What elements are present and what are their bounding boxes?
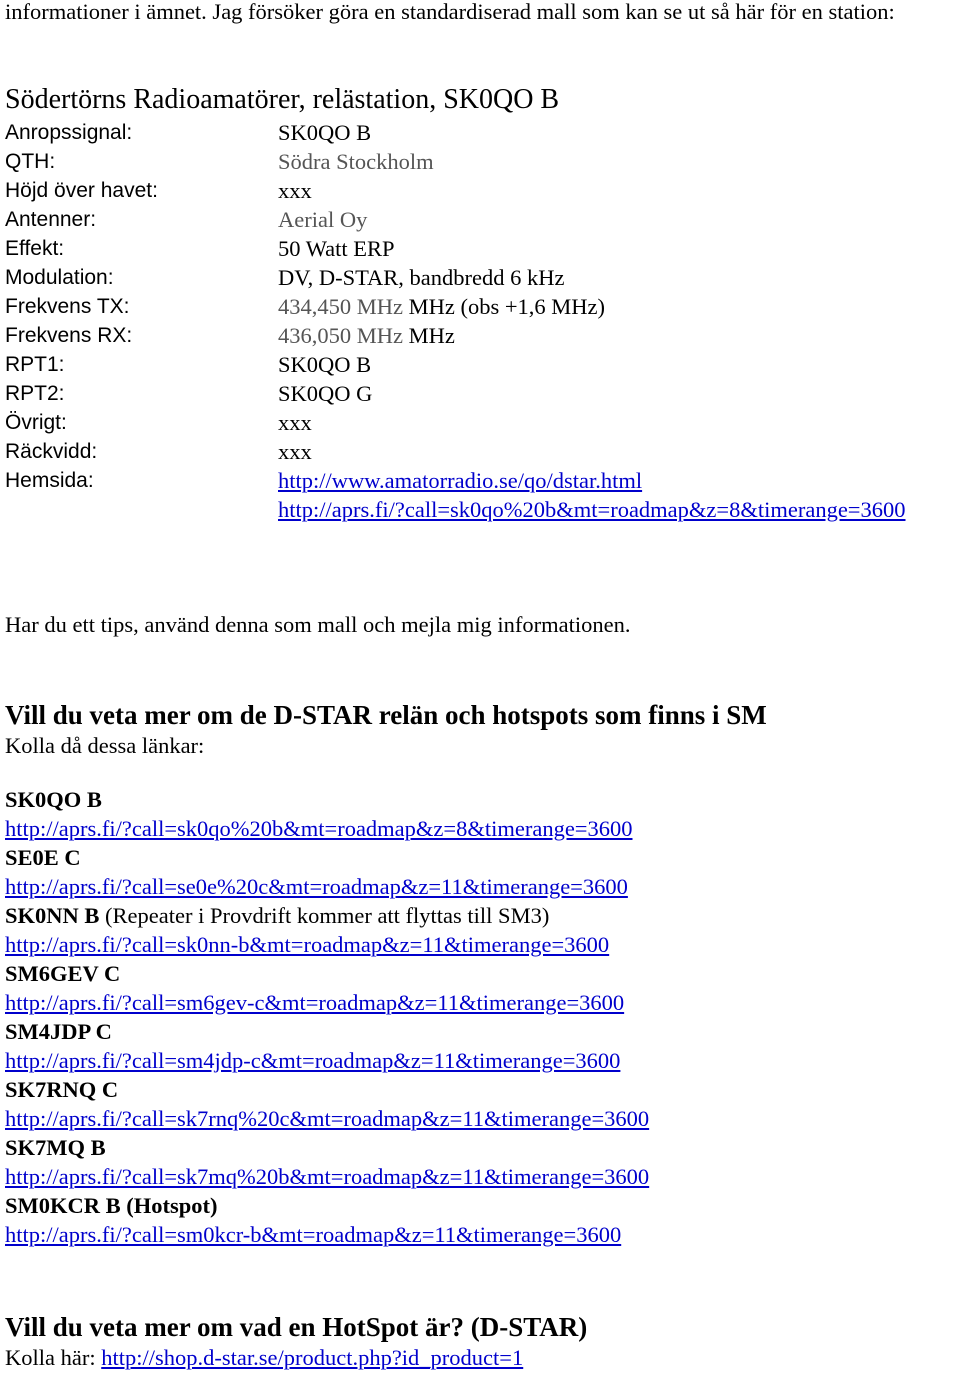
repeater-title: [5, 959, 767, 988]
intro-text: informationer i ämnet. Jag försöker göra en standardiserad mall som kan se ut så här för en station:: [5, 0, 895, 24]
section-heading: Vill du veta mer om vad en HotSpot är? (D-STAR): [5, 1312, 588, 1342]
repeater-callsign: SE0E C: [5, 845, 81, 870]
freq-value: 436,050 MHz: [278, 323, 403, 348]
info-label: Hemsida:: [5, 469, 94, 492]
homepage-links: [278, 466, 960, 524]
repeater-link[interactable]: http://aprs.fi/?call=sm4jdp-c&mt=roadmap&z=11&timerange=3600: [5, 1048, 621, 1073]
freq-value: 434,450 MHz: [278, 294, 403, 319]
section-heading: Vill du veta mer om de D-STAR relän och hotspots som finns i SM: [5, 700, 767, 730]
info-row: [5, 321, 960, 350]
hotspot-link[interactable]: http://shop.d-star.se/product.php?id_product=1: [101, 1345, 524, 1370]
repeater-link[interactable]: http://aprs.fi/?call=sm0kcr-b&mt=roadmap&z=11&timerange=3600: [5, 1222, 622, 1247]
info-value: [278, 321, 960, 350]
hotspot-section: [5, 1311, 587, 1372]
repeater-callsign: SK0NN B: [5, 903, 100, 928]
repeater-title: [5, 785, 767, 814]
info-value: SK0QO B: [278, 120, 372, 145]
info-row: [5, 176, 960, 205]
info-value: SK0QO B: [278, 352, 372, 377]
info-row: [5, 118, 960, 147]
info-row: [5, 379, 960, 408]
repeater-link[interactable]: http://aprs.fi/?call=sk0nn-b&mt=roadmap&z=11&timerange=3600: [5, 932, 610, 957]
repeater-note: (Repeater i Provdrift kommer att flyttas till SM3): [99, 903, 550, 928]
info-value: [278, 292, 960, 321]
info-row: [5, 205, 960, 234]
repeater-callsign: SK0QO B: [5, 787, 102, 812]
info-row-homepage: [5, 466, 960, 524]
info-row: [5, 350, 960, 379]
info-label: QTH:: [5, 150, 56, 173]
info-label: Övrigt:: [5, 411, 67, 434]
repeater-link[interactable]: http://aprs.fi/?call=se0e%20c&mt=roadmap&z=11&timerange=3600: [5, 874, 628, 899]
repeater-title: [5, 1191, 767, 1220]
info-value: 50 Watt ERP: [278, 236, 395, 261]
info-value: Aerial Oy: [278, 207, 368, 232]
repeater-callsign: SM6GEV C: [5, 961, 121, 986]
freq-note: MHz (obs +1,6 MHz): [403, 294, 606, 319]
station-info-table: [5, 118, 960, 524]
repeater-title: [5, 901, 767, 930]
repeater-callsign: SK7RNQ C: [5, 1077, 119, 1102]
repeater-title: [5, 843, 767, 872]
repeater-title: [5, 1017, 767, 1046]
info-label: RPT1:: [5, 353, 65, 376]
info-label: Effekt:: [5, 237, 65, 260]
repeater-link[interactable]: http://aprs.fi/?call=sm6gev-c&mt=roadmap&z=11&timerange=3600: [5, 990, 625, 1015]
freq-note: MHz: [403, 323, 455, 348]
info-label: Frekvens RX:: [5, 324, 133, 347]
info-value: xxx: [278, 439, 312, 464]
info-label: Antenner:: [5, 208, 97, 231]
info-row: [5, 292, 960, 321]
info-label: Modulation:: [5, 266, 114, 289]
info-row: [5, 234, 960, 263]
aprs-link[interactable]: http://aprs.fi/?call=sk0qo%20b&mt=roadmap&z=8&timerange=3600: [278, 497, 906, 522]
repeater-link[interactable]: http://aprs.fi/?call=sk7rnq%20c&mt=roadmap&z=11&timerange=3600: [5, 1106, 650, 1131]
info-label: Frekvens TX:: [5, 295, 130, 318]
section-subtext: Kolla då dessa länkar:: [5, 733, 205, 758]
repeater-callsign: SM0KCR B (Hotspot): [5, 1193, 218, 1218]
info-row: [5, 263, 960, 292]
info-row: [5, 437, 960, 466]
info-value: xxx: [278, 410, 312, 435]
repeater-title: [5, 1133, 767, 1162]
tips-text: Har du ett tips, använd denna som mall och mejla mig informationen.: [5, 612, 631, 637]
info-label: Anropssignal:: [5, 121, 133, 144]
info-label: Räckvidd:: [5, 440, 98, 463]
repeater-callsign: SM4JDP C: [5, 1019, 112, 1044]
info-label: Höjd över havet:: [5, 179, 158, 202]
info-row: [5, 408, 960, 437]
station-title: Södertörns Radioamatörer, relästation, SK0QO B: [5, 84, 560, 115]
repeater-callsign: SK7MQ B: [5, 1135, 106, 1160]
info-row: [5, 147, 960, 176]
repeater-link[interactable]: http://aprs.fi/?call=sk0qo%20b&mt=roadmap&z=8&timerange=3600: [5, 816, 633, 841]
info-value: xxx: [278, 178, 312, 203]
info-value: DV, D-STAR, bandbredd 6 kHz: [278, 265, 565, 290]
info-value: Södra Stockholm: [278, 149, 434, 174]
repeater-link[interactable]: http://aprs.fi/?call=sk7mq%20b&mt=roadmap&z=11&timerange=3600: [5, 1164, 650, 1189]
info-value: SK0QO G: [278, 381, 373, 406]
repeater-title: [5, 1075, 767, 1104]
info-label: RPT2:: [5, 382, 65, 405]
homepage-link[interactable]: http://www.amatorradio.se/qo/dstar.html: [278, 468, 643, 493]
hotspot-prefix: Kolla här:: [5, 1345, 102, 1370]
dstar-links-section: [5, 699, 767, 1249]
hotspot-line: [5, 1343, 587, 1372]
